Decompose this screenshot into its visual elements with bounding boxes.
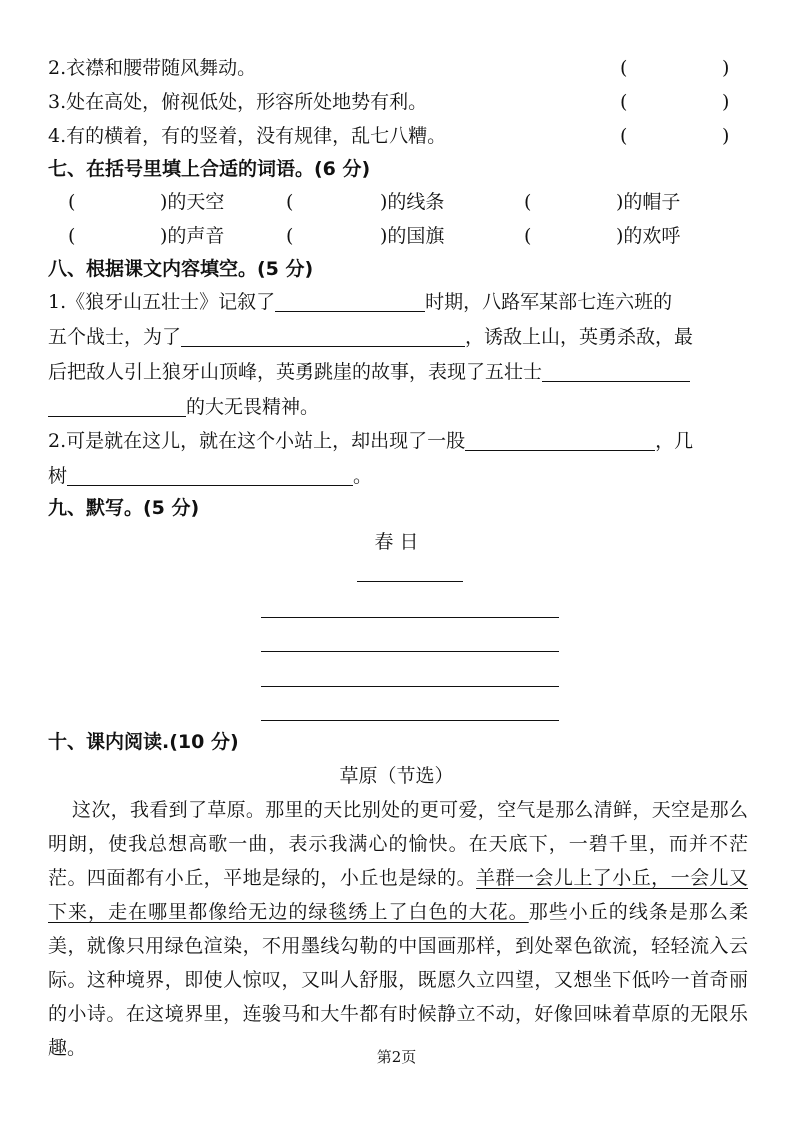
poem-line-blank[interactable] — [261, 686, 559, 687]
word-paren-open: ( — [68, 225, 76, 247]
fill-text: 。 — [353, 465, 373, 487]
poem-line-blank[interactable] — [261, 617, 559, 618]
fill-line-6 — [48, 462, 372, 490]
answer-paren-open: ( — [620, 91, 628, 113]
fill-text: 1.《狼牙山五壮士》记叙了 — [48, 291, 276, 313]
word-paren-open: ( — [68, 191, 76, 213]
section-8-heading: 八、根据课文内容填空。(5 分) — [48, 258, 314, 280]
answer-blank[interactable] — [542, 361, 690, 382]
section-10-heading: 十、课内阅读.(10 分) — [48, 731, 239, 753]
poem-line-blank[interactable] — [261, 651, 559, 652]
answer-blank[interactable] — [275, 291, 425, 312]
word-paren-open: ( — [286, 191, 294, 213]
word-item: )的帽子 — [616, 191, 681, 213]
section-9-heading: 九、默写。(5 分) — [48, 497, 200, 519]
answer-blank[interactable] — [181, 326, 465, 347]
answer-paren-close: ) — [722, 57, 730, 79]
word-item: )的欢呼 — [616, 225, 681, 247]
word-item: )的线条 — [380, 191, 445, 213]
answer-blank[interactable] — [465, 430, 655, 451]
fill-line-1 — [48, 288, 672, 316]
word-item: )的国旗 — [380, 225, 445, 247]
item-2: 2.衣襟和腰带随风舞动。 — [48, 57, 257, 79]
answer-paren-open: ( — [620, 125, 628, 147]
fill-line-4 — [48, 393, 319, 421]
reading-passage — [48, 793, 748, 1065]
item-4: 4.有的横着，有的竖着，没有规律，乱七八糟。 — [48, 125, 447, 147]
fill-line-3 — [48, 358, 690, 386]
poem-title: 春 日 — [374, 531, 419, 553]
word-item: )的声音 — [160, 225, 225, 247]
fill-text: 五个战士，为了 — [48, 326, 182, 348]
answer-paren-close: ) — [722, 125, 730, 147]
fill-text: 后把敌人引上狼牙山顶峰，英勇跳崖的故事，表现了五壮士 — [48, 361, 543, 383]
fill-text: 时期，八路军某部七连六班的 — [425, 291, 673, 313]
answer-paren-open: ( — [620, 57, 628, 79]
fill-line-5 — [48, 427, 693, 455]
page-number: 第2页 — [376, 1048, 417, 1066]
fill-text: 的大无畏精神。 — [186, 396, 320, 418]
answer-blank[interactable] — [67, 465, 353, 486]
word-paren-open: ( — [524, 191, 532, 213]
fill-line-2 — [48, 323, 693, 351]
underlined-sentence: 羊群一会儿上了小丘，一会儿又下来，走在哪里都像给无边的绿毯绣上了白色的大花。 — [48, 867, 748, 923]
poem-line-blank[interactable] — [261, 720, 559, 721]
fill-text: ，几 — [655, 430, 694, 452]
section-7-heading: 七、在括号里填上合适的词语。(6 分) — [48, 158, 371, 180]
passage-text: 这次，我看到了草原。那里的天比别处的更可爱，空气是那么清鲜，天空是那么明朗，使我总想高歌一曲，表示我满心的愉快。在天底下，一碧千里，而并不茫茫。四面都有小丘，平地是绿的，小丘也是绿的。 — [48, 799, 748, 889]
answer-paren-close: ) — [722, 91, 730, 113]
author-blank[interactable] — [357, 581, 463, 582]
word-paren-open: ( — [286, 225, 294, 247]
fill-text: ，诱敌上山，英勇杀敌，最 — [465, 326, 694, 348]
fill-text: 2.可是就在这儿，就在这个小站上，却出现了一股 — [48, 430, 466, 452]
fill-text: 树 — [48, 465, 68, 487]
word-item: )的天空 — [160, 191, 225, 213]
passage-title: 草原（节选） — [339, 765, 454, 787]
passage-text: 那些小丘的线条是那么柔美，就像只用绿色渲染，不用墨线勾勒的中国画那样，到处翠色欲流，轻轻流入云际。这种境界，即使人惊叹，又叫人舒服，既愿久立四望，又想坐下低吟一首奇丽的小诗。在这境界里，连骏马和大牛都有时候静立不动，好像回味着草原的无限乐趣。 — [48, 901, 748, 1059]
word-paren-open: ( — [524, 225, 532, 247]
item-3: 3.处在高处，俯视低处，形容所处地势有利。 — [48, 91, 428, 113]
answer-blank[interactable] — [48, 396, 186, 417]
